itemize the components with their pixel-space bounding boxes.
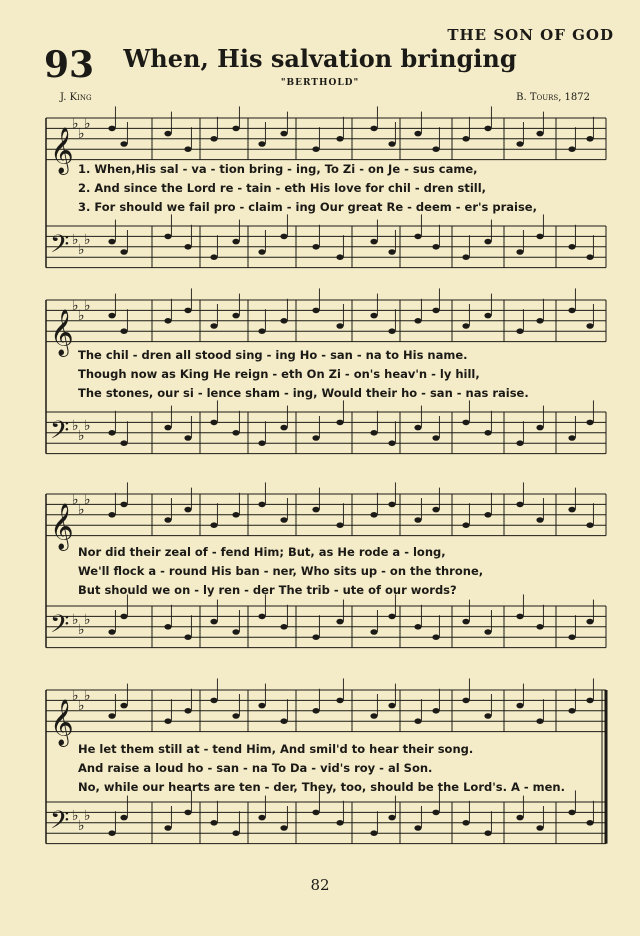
note-head bbox=[586, 420, 593, 426]
note-head bbox=[108, 629, 115, 635]
note-head bbox=[120, 703, 127, 709]
bass-clef-icon: 𝄢 bbox=[50, 230, 70, 266]
flat-icon: ♭ bbox=[78, 502, 85, 518]
note-head bbox=[108, 430, 115, 436]
note-head bbox=[232, 830, 239, 836]
note-head bbox=[414, 825, 421, 831]
note-head bbox=[388, 440, 395, 446]
note-head bbox=[164, 517, 171, 523]
note-head bbox=[484, 126, 491, 132]
note-head bbox=[108, 512, 115, 518]
note-head bbox=[568, 708, 575, 714]
bass-clef-icon: 𝄢 bbox=[50, 610, 70, 646]
note-head bbox=[370, 512, 377, 518]
flat-icon: ♭ bbox=[78, 308, 85, 324]
note-head bbox=[280, 624, 287, 630]
note-head bbox=[120, 141, 127, 147]
note-head bbox=[516, 815, 523, 821]
note-head bbox=[370, 713, 377, 719]
flat-icon: ♭ bbox=[72, 492, 79, 508]
note-head bbox=[388, 815, 395, 821]
note-head bbox=[586, 254, 593, 260]
note-head bbox=[336, 136, 343, 142]
note-head bbox=[258, 502, 265, 508]
note-head bbox=[414, 234, 421, 240]
note-head bbox=[210, 820, 217, 826]
note-head bbox=[280, 825, 287, 831]
note-head bbox=[280, 425, 287, 431]
note-head bbox=[336, 254, 343, 260]
note-head bbox=[164, 624, 171, 630]
note-head bbox=[586, 619, 593, 625]
note-head bbox=[184, 507, 191, 513]
lyric-line: The stones, our si - lence sham - ing, Would their ho - san - nas raise. bbox=[78, 386, 529, 400]
note-head bbox=[312, 634, 319, 640]
note-head bbox=[120, 249, 127, 255]
lyric-line: 1. When,His sal - va - tion bring - ing, To Zi - on Je - sus came, bbox=[78, 162, 478, 176]
page-number: 82 bbox=[310, 876, 330, 894]
note-head bbox=[568, 244, 575, 250]
note-head bbox=[184, 810, 191, 816]
note-head bbox=[164, 718, 171, 724]
note-head bbox=[536, 131, 543, 137]
note-head bbox=[516, 141, 523, 147]
note-head bbox=[258, 440, 265, 446]
lyricist-credit: J. King bbox=[60, 92, 92, 103]
flat-icon: ♭ bbox=[84, 612, 91, 628]
note-head bbox=[312, 810, 319, 816]
composer-credit: B. Tours, 1872 bbox=[516, 92, 590, 103]
note-head bbox=[370, 126, 377, 132]
note-head bbox=[536, 718, 543, 724]
note-head bbox=[280, 517, 287, 523]
note-head bbox=[336, 323, 343, 329]
note-head bbox=[536, 825, 543, 831]
tune-name: "BERTHOLD" bbox=[280, 78, 360, 88]
note-head bbox=[414, 318, 421, 324]
note-head bbox=[388, 614, 395, 620]
lyric-line: No, while our hearts are ten - der, They, too, should be the Lord's. A - men. bbox=[78, 780, 565, 794]
note-head bbox=[388, 141, 395, 147]
note-head bbox=[516, 328, 523, 334]
note-head bbox=[388, 703, 395, 709]
note-head bbox=[312, 308, 319, 314]
treble-clef-icon: 𝄞 bbox=[50, 309, 74, 356]
note-head bbox=[370, 239, 377, 245]
note-head bbox=[312, 146, 319, 152]
note-head bbox=[484, 713, 491, 719]
note-head bbox=[280, 131, 287, 137]
note-head bbox=[312, 435, 319, 441]
flat-icon: ♭ bbox=[72, 612, 79, 628]
lyric-line: But should we on - ly ren - der The trib - ute of our words? bbox=[78, 583, 457, 597]
note-head bbox=[232, 629, 239, 635]
note-head bbox=[258, 815, 265, 821]
note-head bbox=[210, 323, 217, 329]
flat-icon: ♭ bbox=[78, 622, 85, 638]
note-head bbox=[258, 614, 265, 620]
hymn-title: When, His salvation bringing bbox=[123, 44, 517, 73]
flat-icon: ♭ bbox=[72, 418, 79, 434]
note-head bbox=[370, 430, 377, 436]
note-head bbox=[258, 703, 265, 709]
flat-icon: ♭ bbox=[78, 818, 85, 834]
bass-clef-icon: 𝄢 bbox=[50, 416, 70, 452]
treble-clef-icon: 𝄞 bbox=[50, 503, 74, 550]
flat-icon: ♭ bbox=[78, 428, 85, 444]
note-head bbox=[312, 708, 319, 714]
note-head bbox=[164, 425, 171, 431]
note-head bbox=[388, 328, 395, 334]
note-head bbox=[232, 512, 239, 518]
note-head bbox=[462, 619, 469, 625]
note-head bbox=[120, 614, 127, 620]
note-head bbox=[484, 512, 491, 518]
flat-icon: ♭ bbox=[84, 418, 91, 434]
note-head bbox=[432, 708, 439, 714]
note-head bbox=[210, 522, 217, 528]
note-head bbox=[414, 718, 421, 724]
note-head bbox=[586, 522, 593, 528]
note-head bbox=[258, 249, 265, 255]
flat-icon: ♭ bbox=[78, 126, 85, 142]
note-head bbox=[432, 435, 439, 441]
note-head bbox=[516, 440, 523, 446]
note-head bbox=[536, 425, 543, 431]
note-head bbox=[516, 614, 523, 620]
note-head bbox=[414, 131, 421, 137]
note-head bbox=[568, 634, 575, 640]
note-head bbox=[210, 619, 217, 625]
note-head bbox=[370, 629, 377, 635]
note-head bbox=[120, 502, 127, 508]
note-head bbox=[484, 239, 491, 245]
note-head bbox=[210, 136, 217, 142]
note-head bbox=[164, 234, 171, 240]
note-head bbox=[258, 328, 265, 334]
flat-icon: ♭ bbox=[72, 116, 79, 132]
note-head bbox=[108, 239, 115, 245]
note-head bbox=[184, 708, 191, 714]
flat-icon: ♭ bbox=[72, 808, 79, 824]
note-head bbox=[120, 440, 127, 446]
note-head bbox=[484, 313, 491, 319]
note-head bbox=[336, 420, 343, 426]
note-head bbox=[568, 810, 575, 816]
note-head bbox=[414, 624, 421, 630]
note-head bbox=[568, 435, 575, 441]
note-head bbox=[536, 318, 543, 324]
note-head bbox=[370, 830, 377, 836]
note-head bbox=[232, 126, 239, 132]
flat-icon: ♭ bbox=[72, 298, 79, 314]
note-head bbox=[312, 244, 319, 250]
note-head bbox=[232, 713, 239, 719]
flat-icon: ♭ bbox=[72, 688, 79, 704]
note-head bbox=[432, 507, 439, 513]
note-head bbox=[280, 718, 287, 724]
flat-icon: ♭ bbox=[84, 808, 91, 824]
flat-icon: ♭ bbox=[78, 698, 85, 714]
flat-icon: ♭ bbox=[72, 232, 79, 248]
note-head bbox=[388, 249, 395, 255]
note-head bbox=[232, 313, 239, 319]
treble-clef-icon: 𝄞 bbox=[50, 127, 74, 174]
note-head bbox=[336, 698, 343, 704]
flat-icon: ♭ bbox=[84, 688, 91, 704]
lyric-line: And raise a loud ho - san - na To Da - vid's roy - al Son. bbox=[78, 761, 433, 775]
lyric-line: The chil - dren all stood sing - ing Ho - san - na to His name. bbox=[78, 348, 468, 362]
note-head bbox=[568, 507, 575, 513]
note-head bbox=[258, 141, 265, 147]
note-head bbox=[586, 323, 593, 329]
treble-clef-icon: 𝄞 bbox=[50, 699, 74, 746]
hymn-number: 93 bbox=[44, 44, 95, 86]
note-head bbox=[336, 522, 343, 528]
note-head bbox=[462, 136, 469, 142]
lyric-line: He let them still at - tend Him, And smil'd to hear their song. bbox=[78, 742, 474, 756]
note-head bbox=[108, 830, 115, 836]
note-head bbox=[432, 810, 439, 816]
note-head bbox=[280, 318, 287, 324]
section-title: THE SON OF GOD bbox=[447, 26, 614, 44]
note-head bbox=[568, 146, 575, 152]
note-head bbox=[336, 820, 343, 826]
lyric-line: Though now as King He reign - eth On Zi - on's heav'n - ly hill, bbox=[78, 367, 480, 381]
flat-icon: ♭ bbox=[84, 116, 91, 132]
bass-clef-icon: 𝄢 bbox=[50, 806, 70, 842]
note-head bbox=[312, 507, 319, 513]
lyric-line: 2. And since the Lord re - tain - eth His love for chil - dren still, bbox=[78, 181, 487, 195]
note-head bbox=[232, 430, 239, 436]
note-head bbox=[120, 815, 127, 821]
note-head bbox=[462, 522, 469, 528]
note-head bbox=[432, 244, 439, 250]
note-head bbox=[516, 502, 523, 508]
note-head bbox=[210, 698, 217, 704]
note-head bbox=[184, 244, 191, 250]
note-head bbox=[184, 435, 191, 441]
note-head bbox=[108, 713, 115, 719]
note-head bbox=[516, 703, 523, 709]
flat-icon: ♭ bbox=[84, 232, 91, 248]
lyric-line: Nor did their zeal of - fend Him; But, as He rode a - long, bbox=[78, 545, 446, 559]
flat-icon: ♭ bbox=[84, 492, 91, 508]
note-head bbox=[210, 420, 217, 426]
note-head bbox=[388, 502, 395, 508]
note-head bbox=[164, 131, 171, 137]
note-head bbox=[568, 308, 575, 314]
note-head bbox=[432, 308, 439, 314]
note-head bbox=[432, 634, 439, 640]
note-head bbox=[462, 698, 469, 704]
lyric-line: 3. For should we fail pro - claim - ing Our great Re - deem - er's praise, bbox=[78, 200, 537, 214]
note-head bbox=[586, 820, 593, 826]
note-head bbox=[484, 830, 491, 836]
note-head bbox=[232, 239, 239, 245]
lyric-line: We'll flock a - round His ban - ner, Who sits up - on the throne, bbox=[78, 564, 484, 578]
note-head bbox=[536, 517, 543, 523]
note-head bbox=[484, 629, 491, 635]
note-head bbox=[164, 825, 171, 831]
note-head bbox=[164, 318, 171, 324]
note-head bbox=[586, 698, 593, 704]
note-head bbox=[184, 308, 191, 314]
flat-icon: ♭ bbox=[84, 298, 91, 314]
note-head bbox=[336, 619, 343, 625]
note-head bbox=[462, 254, 469, 260]
note-head bbox=[108, 126, 115, 132]
note-head bbox=[210, 254, 217, 260]
note-head bbox=[462, 323, 469, 329]
note-head bbox=[586, 136, 593, 142]
note-head bbox=[536, 234, 543, 240]
note-head bbox=[184, 634, 191, 640]
note-head bbox=[484, 430, 491, 436]
note-head bbox=[414, 425, 421, 431]
note-head bbox=[184, 146, 191, 152]
note-head bbox=[120, 328, 127, 334]
note-head bbox=[462, 820, 469, 826]
note-head bbox=[370, 313, 377, 319]
flat-icon: ♭ bbox=[78, 242, 85, 258]
note-head bbox=[414, 517, 421, 523]
note-head bbox=[536, 624, 543, 630]
note-head bbox=[462, 420, 469, 426]
note-head bbox=[432, 146, 439, 152]
note-head bbox=[108, 313, 115, 319]
note-head bbox=[280, 234, 287, 240]
note-head bbox=[516, 249, 523, 255]
